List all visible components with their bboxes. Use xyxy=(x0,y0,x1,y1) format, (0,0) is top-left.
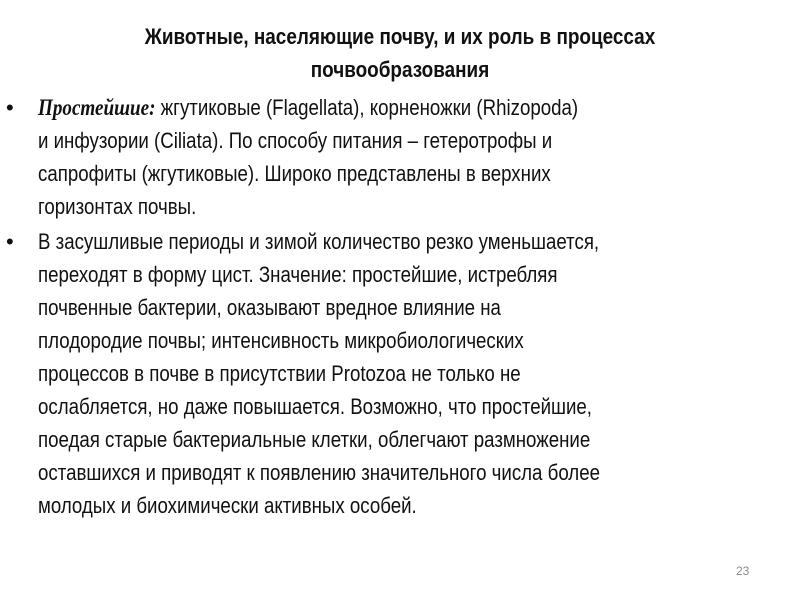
bullet-1-line: горизонтах почвы. xyxy=(38,194,197,219)
bullet-2-line: плодородие почвы; интенсивность микробиологических xyxy=(38,328,524,353)
bullet-1-line: сапрофиты (жгутиковые). Широко представлены в верхних xyxy=(38,161,551,186)
title-line: почвообразования xyxy=(310,57,490,82)
bullet-2-line: почвенные бактерии, оказывают вредное влияние на xyxy=(38,295,501,320)
bullet-icon: • xyxy=(6,95,14,120)
bullet-1-line xyxy=(38,91,578,124)
bullet-2-line: оставшихся и приводят к появлению значительного числа более xyxy=(38,460,600,485)
bullet-lead: Простейшие: xyxy=(38,95,156,120)
bullet-1-line: и инфузории (Ciliata). По способу питания – гетеротрофы и xyxy=(38,128,553,153)
bullet-2-line: ослабляется, но даже повышается. Возможно, что простейшие, xyxy=(38,394,592,419)
page-number: 23 xyxy=(736,564,750,578)
bullet-2-line: поедая старые бактериальные клетки, облегчают размножение xyxy=(38,427,591,452)
bullet-2-line: процессов в почве в присутствии Protozoa не только не xyxy=(38,361,521,386)
title-line: Животные, населяющие почву, и их роль в процессах xyxy=(144,24,656,49)
bullet-icon: • xyxy=(6,229,14,254)
bullet-2-line: переходят в форму цист. Значение: простейшие, истребляя xyxy=(38,262,558,287)
slide-title xyxy=(0,20,800,86)
bullet-2-line: молодых и биохимически активных особей. xyxy=(38,493,417,518)
bullet-2-line: В засушливые периоды и зимой количество резко уменьшается, xyxy=(38,229,600,254)
bullet-text: жгутиковые (Flagellata), корненожки (Rhizopoda) xyxy=(155,95,579,120)
